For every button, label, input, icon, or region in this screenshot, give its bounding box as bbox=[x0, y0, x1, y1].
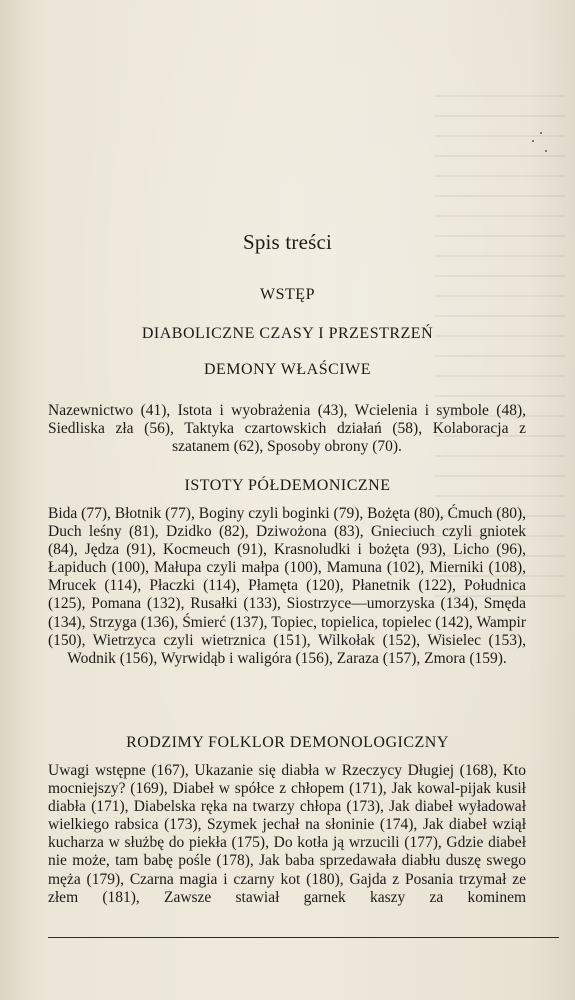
paper-specks bbox=[532, 132, 552, 157]
page-bottom-rule bbox=[48, 937, 559, 938]
folklore-contents: Uwagi wstępne (167), Ukazanie się diabła w Rzeczycy Długiej (168), Kto mocniejszy? (169), Diabeł w spółce z chłopem (171), Jak kowal-pijak kusił diabła (171), Diabelska ręka na twarzy chłopa (173), Jak diabeł wyładował wielkiego rabsica (173), Szymek jechał na słoninie (174), Jak diabeł wziął kucharza w służbę do piekła (175), Do kotła ją wrzucili (177), Gdzie diabeł nie może, tam babę pośle (178), Jak baba sprzedawała diabłu duszę swego męża (179), Czarna magia i czarny kot (180), Gajda z Posania trzymał ze złem (181), Zawsze stawiał garnek kaszy za kominem bbox=[48, 762, 526, 906]
heading-folklore: RODZIMY FOLKLOR DEMONOLOGICZNY bbox=[126, 734, 449, 751]
heading-half-demons: ISTOTY PÓŁDEMONICZNE bbox=[184, 477, 391, 494]
heading-intro: WSTĘP bbox=[260, 286, 315, 303]
demons-contents: Nazewnictwo (41), Istota i wyobrażenia (43), Wcielenia i symbole (48), Siedliska zła (56), Taktyka czartowskich działań (58), Kolaboracja z szatanem (62), Sposoby obrony (70). bbox=[48, 402, 526, 456]
heading-diabolical-times: DIABOLICZNE CZASY I PRZESTRZEŃ bbox=[141, 325, 434, 342]
heading-demons: DEMONY WŁAŚCIWE bbox=[203, 361, 372, 378]
page-title: Spis treści bbox=[242, 230, 333, 254]
half-demons-contents: Bida (77), Błotnik (77), Boginy czyli boginki (79), Bożęta (80), Ćmuch (80), Duch leśny (81), Dzidko (82), Dziwożona (83), Gnieciuch czyli gniotek (84), Jędza (91), Kocmeuch (91), Krasnoludki i bożęta (93), Licho (96), Łapiduch (100), Małupa czyli małpa (100), Mamuna (102), Mierniki (108), Mrucek (114), Płaczki (114), Płamęta (120), Płanetnik (122), Południca (125), Pomana (132), Rusałki (133), Siostrzyce—umorzyska (134), Smęda (134), Strzyga (136), Śmierć (137), Topiec, topielica, topielec (142), Wampir (150), Wietrzyca czyli wietrznica (151), Wilkołak (152), Wisielec (153), Wodnik (156), Wyrwidąb i waligóra (156), Zaraza (157), Zmora (159). bbox=[48, 505, 526, 667]
